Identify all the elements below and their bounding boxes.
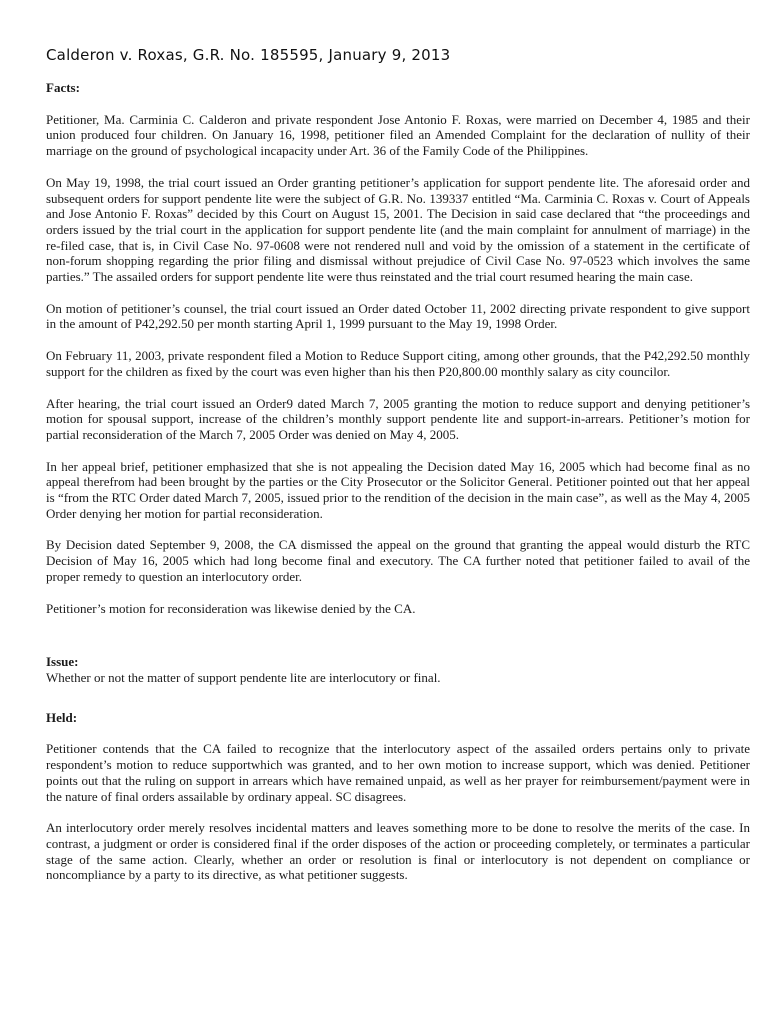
facts-paragraph: Petitioner, Ma. Carminia C. Calderon and private respondent Jose Antonio F. Roxas, were married on December 4, 1985 and their union produced four children. On January 16, 1998, petitioner filed an Amended Complaint for the declaration of nullity of their marriage on the ground of psychological incapacity under Art. 36 of the Family Code of the Philippines. — [46, 111, 750, 159]
section-spacer — [46, 686, 750, 710]
document-body — [46, 80, 750, 899]
facts-paragraph: On February 11, 2003, private respondent filed a Motion to Reduce Support citing, among other grounds, that the P42,292.50 monthly support for the children as fixed by the court was even higher than his then P20,800.00 monthly salary as city councilor. — [46, 348, 750, 379]
facts-paragraph: Petitioner’s motion for reconsideration was likewise denied by the CA. — [46, 600, 416, 616]
held-paragraph: Petitioner contends that the CA failed to recognize that the interlocutory aspect of the assailed orders pertains only to private respondent’s motion to reduce supportwhich was granted, and to her own motion to increase support, which was denied. Petitioner points out that the ruling on support in arrears which have remained unpaid, as well as her prayer for reimbursement/payment were in the nature of final orders assailable by ordinary appeal. SC disagrees. — [46, 741, 750, 804]
issue-heading: Issue: — [46, 654, 79, 670]
facts-paragraph: After hearing, the trial court issued an Order9 dated March 7, 2005 granting the motion to reduce support and denying petitioner’s motion for spousal support, increase of the children’s monthly support pendente lite and support-in-arrears. Petitioner’s motion for partial reconsideration of the March 7, 2005 Order was denied on May 4, 2005. — [46, 395, 750, 442]
issue-text: Whether or not the matter of support pendente lite are interlocutory or final. — [46, 669, 441, 685]
facts-paragraph: On May 19, 1998, the trial court issued an Order granting petitioner’s application for support pendente lite. The aforesaid order and subsequent orders for support pendente lite were the subject of G.R. No. 139337 entitled “Ma. Carminia C. Roxas v. Court of Appeals and Jose Antonio F. Roxas” decided by this Court on August 15, 2001. The Decision in said case declared that “the proceedings and orders issued by the trial court in the application for support pendente lite (and the main complaint for annulment of marriage) in the re-filed case, that is, in Civil Case No. 97-0608 were not rendered null and void by the omission of a statement in the certificate of non-forum shopping regarding the prior filing and dismissal without prejudice of Civil Case No. 97-0523 which involves the same parties.” The assailed orders for support pendente lite were thus reinstated and the trial court resumed hearing the main case. — [46, 174, 750, 285]
facts-paragraph: By Decision dated September 9, 2008, the CA dismissed the appeal on the ground that granting the appeal would disturb the RTC Decision of May 16, 2005 which had long become final and executory. The CA further noted that petitioner failed to avail of the proper remedy to question an interlocutory order. — [46, 537, 750, 584]
held-heading: Held: — [46, 709, 78, 725]
facts-paragraph: In her appeal brief, petitioner emphasized that she is not appealing the Decision dated May 16, 2005 which had become final as no appeal therefrom had been brought by the parties or the City Prosecutor or the Solicitor General. Petitioner pointed out that her appeal is “from the RTC Order dated March 7, 2005, issued prior to the rendition of the decision in the main case”, as well as the May 4, 2005 Order denying her motion for partial reconsideration. — [46, 458, 750, 521]
document-title: Calderon v. Roxas, G.R. No. 185595, January 9, 2013 — [46, 46, 451, 64]
facts-heading: Facts: — [46, 80, 80, 95]
facts-paragraph: On motion of petitioner’s counsel, the trial court issued an Order dated October 11, 2002 directing private respondent to give support in the amount of P42,292.50 per month starting April 1, 1999 pursuant to the May 19, 1998 Order. — [46, 300, 750, 332]
held-paragraph: An interlocutory order merely resolves incidental matters and leaves something more to be done to resolve the merits of the case. In contrast, a judgment or order is considered final if the order disposes of the action or proceeding completely, or terminates a particular stage of the same action. Clearly, whether an order or resolution is final or interlocutory is not dependent on compliance or noncompliance by a party to its directive, as what petitioner suggests. — [46, 820, 750, 883]
section-spacer — [46, 632, 750, 654]
